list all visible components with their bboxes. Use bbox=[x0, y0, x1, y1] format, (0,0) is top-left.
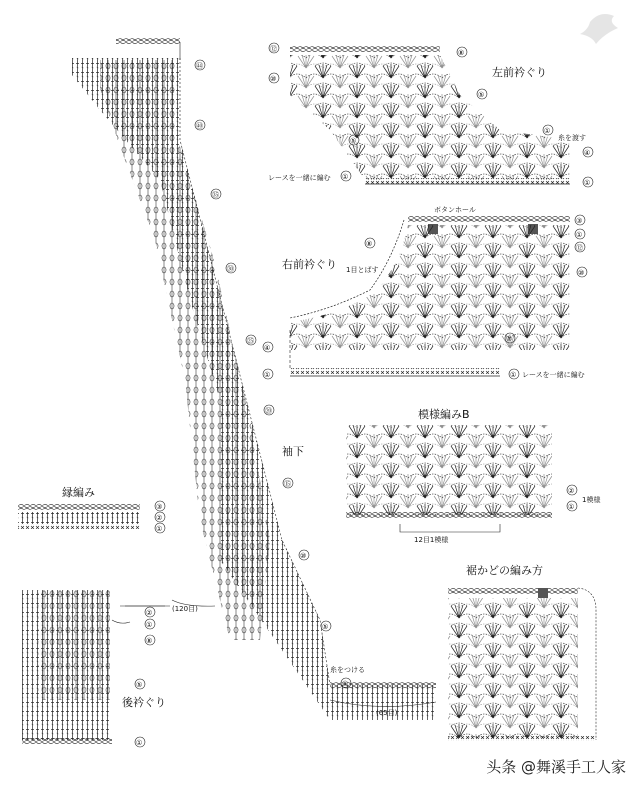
row-marker: ② bbox=[156, 514, 163, 522]
border-knit-chart bbox=[18, 504, 140, 529]
one-pattern-label: 1模様 bbox=[582, 496, 601, 504]
row-marker: ① bbox=[146, 621, 153, 629]
right-front-collar-title: 右前衿ぐり bbox=[282, 258, 337, 271]
back-row-markers bbox=[135, 607, 155, 747]
cut-yarn-note: 糸を渡す bbox=[558, 134, 586, 142]
right-front-collar-chart bbox=[290, 216, 570, 376]
row-marker: ① bbox=[584, 179, 591, 187]
left-front-collar-title: 左前衿ぐり bbox=[492, 66, 547, 79]
hem-corner-title: 裾かどの編み方 bbox=[466, 564, 543, 577]
row-marker: ① bbox=[544, 127, 551, 135]
row-marker: ㉚ bbox=[227, 265, 234, 273]
row-marker: ⑤ bbox=[506, 335, 513, 343]
skip-one-note: 1目とばす bbox=[346, 266, 379, 274]
row-marker: ⑩ bbox=[300, 552, 307, 560]
row-marker: ⑫ bbox=[270, 45, 277, 53]
row-marker: ⑧ bbox=[366, 240, 373, 248]
row-marker: ① bbox=[342, 680, 349, 688]
row-marker: ⑤ bbox=[322, 623, 329, 631]
attach-note: 糸をつける bbox=[330, 666, 365, 674]
row-marker: ⑩ bbox=[270, 75, 277, 83]
dove-icon bbox=[580, 14, 618, 44]
row-marker: ① bbox=[264, 371, 271, 379]
row-marker: ⑤ bbox=[136, 681, 143, 689]
sleeve-label: 袖下 bbox=[282, 445, 304, 458]
row-marker: ㊹ bbox=[196, 62, 203, 70]
row-marker: ⑳ bbox=[265, 407, 272, 415]
row-marker: ㉟ bbox=[212, 191, 219, 199]
row-marker: ⑤ bbox=[350, 137, 357, 145]
row-marker: ⑮ bbox=[284, 480, 291, 488]
pattern-b-row-markers bbox=[567, 485, 577, 511]
row-marker: ⑧ bbox=[146, 637, 153, 645]
row-marker: ③ bbox=[156, 503, 163, 511]
border-knit-title: 縁編み bbox=[62, 486, 95, 499]
row-marker: ① bbox=[156, 525, 163, 533]
row-marker: ④ bbox=[264, 344, 271, 352]
row-marker: ⑫ bbox=[576, 244, 583, 252]
back-collar-chart bbox=[22, 590, 165, 744]
hem-corner-chart bbox=[448, 588, 596, 741]
stitch-count-65: (65目) bbox=[376, 709, 398, 717]
row-marker: ① bbox=[136, 739, 143, 747]
row-marker: ⑩ bbox=[578, 269, 585, 277]
row-marker: ⑤ bbox=[478, 91, 485, 99]
row-marker: ① bbox=[342, 173, 349, 181]
stitch-count-120: (120目) bbox=[172, 605, 198, 613]
row-marker: ① bbox=[510, 371, 517, 379]
corner-square bbox=[538, 588, 548, 598]
row-marker: ① bbox=[568, 503, 575, 511]
row-marker: ㊵ bbox=[196, 122, 203, 130]
pattern-b-chart bbox=[346, 425, 552, 532]
row-marker: ③ bbox=[576, 217, 583, 225]
join-lace-note-bottom: レースを一緒に編む bbox=[522, 371, 585, 379]
border-row-markers bbox=[155, 501, 165, 533]
buttonhole-label: ボタンホール bbox=[434, 206, 476, 214]
join-lace-note-top: レースを一緒に編む bbox=[268, 174, 331, 182]
twelve-pattern-label: 12目1模様 bbox=[414, 536, 449, 544]
pattern-b-title: 模様編みB bbox=[418, 408, 470, 421]
back-collar-title: 後衿ぐり bbox=[122, 696, 166, 709]
row-marker: ① bbox=[576, 231, 583, 239]
row-marker: ⑧ bbox=[458, 49, 465, 57]
row-marker: ② bbox=[146, 609, 153, 617]
watermark: 头条 @舞溪手工人家 bbox=[486, 758, 626, 776]
row-marker: ㉕ bbox=[247, 337, 254, 345]
row-marker: ② bbox=[568, 487, 575, 495]
row-marker: ④ bbox=[584, 149, 591, 157]
